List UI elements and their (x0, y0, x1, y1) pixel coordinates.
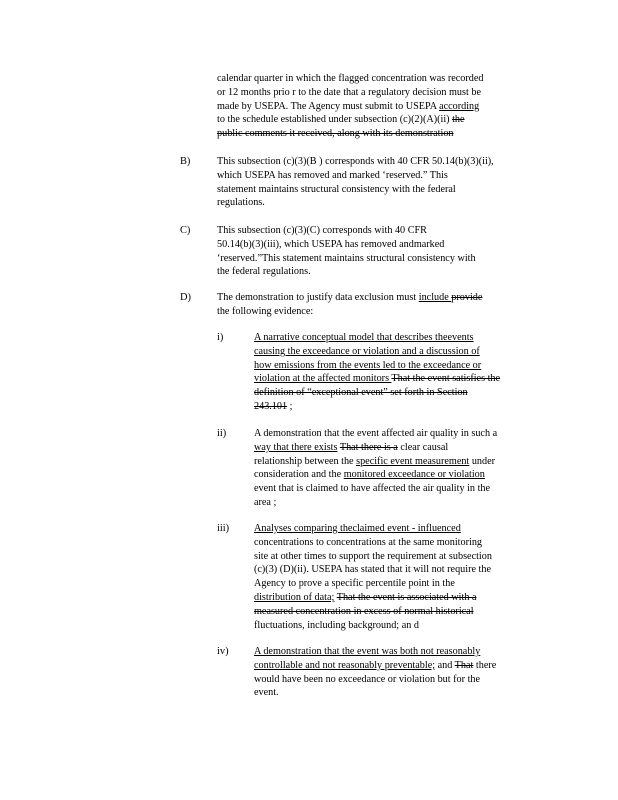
text-line (254, 522, 461, 535)
text-line (254, 468, 485, 481)
inserted-text: causing the exceedance or violation and a discussion of (254, 345, 480, 357)
text-run: regulations. (217, 197, 265, 209)
deleted-text: the (452, 114, 465, 126)
text-run: or 12 months prio r to the date that a regulatory decision must be (217, 86, 481, 98)
inserted-text: A demonstration that the event was both not reasonably (254, 646, 481, 657)
text-run: event that is claimed to have affected the air quality in the (254, 483, 491, 495)
text-line (254, 345, 480, 358)
deleted-text: That the event is associated with a (336, 592, 477, 603)
text-run: calendar quarter in which the flagged concentration was recorded (217, 73, 484, 84)
text-line (254, 563, 491, 576)
text-line (217, 238, 444, 251)
text-line (254, 645, 480, 658)
text-run: clear causal (397, 441, 449, 453)
text-run: which USEPA has removed and marked ‘reserved.” This (217, 169, 448, 181)
inserted-text: violation at the affected monitors (254, 373, 392, 385)
text-run: This subsection (c)(3)(C) corresponds with 40 CFR (217, 225, 427, 236)
text-line (217, 291, 482, 304)
text-line (254, 686, 279, 699)
text-run: This subsection (c)(3)(B ) corresponds with 40 CFR 50.14(b)(3)(ii), (217, 156, 494, 167)
deleted-text: That there is a (339, 441, 398, 453)
text-run: and (435, 659, 455, 671)
text-run: there (473, 659, 497, 671)
text-run: ; (287, 401, 293, 412)
text-line (217, 265, 311, 278)
subitem-iv-label: iv) (217, 646, 229, 657)
inserted-text: way that there exists (254, 441, 338, 453)
text-line (254, 577, 455, 590)
item-d-label: D) (180, 292, 191, 303)
text-line (254, 400, 293, 413)
text-run: to the schedule established under subsection (c)(2)(A)(ii) (217, 114, 453, 126)
text-run: The demonstration to justify data exclusion must (217, 292, 419, 303)
inserted-text: specific event measurement (356, 455, 470, 467)
text-run: under (469, 455, 496, 467)
text-line (254, 372, 500, 385)
text-line (217, 252, 476, 265)
text-line (254, 482, 490, 495)
text-line (254, 673, 480, 686)
text-line (254, 359, 481, 372)
inserted-text: according (439, 100, 480, 112)
deleted-text: public comments it received, along with its demonstration (217, 128, 454, 140)
text-run: consideration and the (254, 469, 344, 481)
text-line (217, 155, 494, 168)
text-line (217, 113, 465, 126)
deleted-text: measured concentration in excess of normal historical (254, 605, 474, 617)
inserted-text: distribution of data; (254, 592, 335, 603)
deleted-text: provide (451, 292, 483, 303)
text-line (217, 127, 454, 140)
text-run: 50.14(b)(3)(iii), which USEPA has removed andmarked (217, 238, 445, 250)
text-line (217, 72, 483, 85)
text-line (217, 224, 427, 237)
deleted-text: That (454, 659, 474, 671)
text-line (254, 659, 496, 672)
text-run: A demonstration that the event affected air quality in such a (254, 428, 498, 439)
text-run: ‘reserved.”This statement maintains structural consistency with (217, 252, 476, 264)
text-line (254, 455, 495, 468)
deleted-text: definition of “exceptional event” set forth in Section (254, 387, 468, 399)
inserted-text: A narrative conceptual model that describes theevents (254, 332, 474, 343)
text-line (254, 536, 482, 549)
subitem-ii-label: ii) (217, 428, 227, 439)
text-line (217, 183, 456, 196)
text-line (217, 196, 265, 209)
inserted-text: how emissions from the events led to the exceedance or (254, 359, 482, 371)
text-line (254, 386, 468, 399)
text-line (254, 619, 419, 632)
text-line (254, 496, 276, 509)
text-run: would have been no exceedance or violation but for the (254, 673, 481, 685)
text-line (254, 550, 492, 563)
text-line (254, 441, 448, 454)
text-run: made by USEPA. The Agency must submit to USEPA (217, 100, 440, 112)
text-run: site at other times to support the requirement at subsection (254, 550, 492, 562)
text-line (217, 305, 313, 318)
deleted-text: That the event satisfies the (391, 373, 501, 385)
text-run: statement maintains structural consistency with the federal (217, 183, 456, 195)
item-b-label: B) (180, 156, 191, 167)
text-run: area ; (254, 497, 277, 508)
text-line (217, 86, 481, 99)
subitem-i-label: i) (217, 332, 224, 343)
subitem-iii-label: iii) (217, 523, 230, 534)
inserted-text: controllable and not reasonably preventable; (254, 659, 436, 671)
text-run: the federal regulations. (217, 266, 311, 278)
text-line (254, 427, 497, 440)
text-line (254, 591, 476, 604)
text-run: Agency to prove a specific percentile point in the (254, 578, 455, 590)
text-line (254, 331, 474, 344)
text-run: (c)(3) (D)(ii). USEPA has stated that it will not require the (254, 564, 491, 576)
deleted-text: 243.101 (254, 401, 288, 412)
text-run: the following evidence: (217, 305, 314, 317)
inserted-text: Analyses comparing theclaimed event - influenced (254, 523, 461, 534)
item-c-label: C) (180, 225, 191, 236)
text-line (217, 169, 448, 182)
inserted-text: include (418, 292, 452, 303)
text-run: event. (254, 687, 279, 699)
text-line (254, 605, 474, 618)
text-run: fluctuations, including background; an d (254, 619, 419, 631)
text-line (217, 100, 479, 113)
text-run: concentrations to concentrations at the same monitoring (254, 536, 483, 548)
inserted-text: monitored exceedance or violation (343, 469, 485, 481)
text-run: relationship between the (254, 455, 357, 467)
